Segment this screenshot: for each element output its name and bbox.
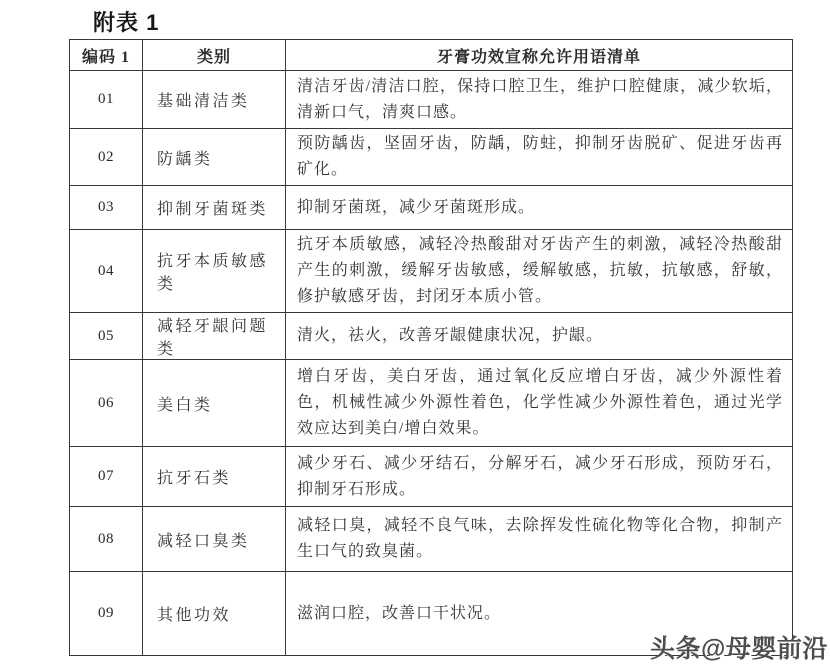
- table-row: [70, 186, 793, 230]
- row-code: 05: [70, 313, 143, 360]
- row-category: 抗牙石类: [143, 447, 286, 507]
- row-code: 07: [70, 447, 143, 507]
- table-row: [70, 71, 793, 129]
- table-header-row: [70, 40, 793, 71]
- row-code: 02: [70, 129, 143, 186]
- row-code: 01: [70, 71, 143, 129]
- row-claims: 增白牙齿，美白牙齿，通过氧化反应增白牙齿，减少外源性着色，机械性减少外源性着色，化学性减少外源性着色，通过光学效应达到美白/增白效果。: [286, 360, 793, 447]
- row-category: 减轻牙龈问题类: [143, 313, 286, 360]
- row-category: 抑制牙菌斑类: [143, 186, 286, 230]
- row-code: 03: [70, 186, 143, 230]
- row-category: 其他功效: [143, 572, 286, 656]
- row-category: 基础清洁类: [143, 71, 286, 129]
- row-claims: 减少牙石、减少牙结石，分解牙石，减少牙石形成，预防牙石，抑制牙石形成。: [286, 447, 793, 507]
- row-code: 08: [70, 507, 143, 572]
- row-code: 04: [70, 230, 143, 313]
- row-category: 抗牙本质敏感类: [143, 230, 286, 313]
- table-row: [70, 313, 793, 360]
- header-code: 编码 1: [70, 40, 143, 71]
- row-claims: 预防龋齿，坚固牙齿，防龋，防蛀，抑制牙齿脱矿、促进牙齿再矿化。: [286, 129, 793, 186]
- page-title: 附表 1: [93, 10, 160, 35]
- table-row: [70, 507, 793, 572]
- row-category: 美白类: [143, 360, 286, 447]
- table-row: [70, 447, 793, 507]
- header-category: 类别: [143, 40, 286, 71]
- row-category: 减轻口臭类: [143, 507, 286, 572]
- row-claims: 抑制牙菌斑，减少牙菌斑形成。: [286, 186, 793, 230]
- row-code: 09: [70, 572, 143, 656]
- row-code: 06: [70, 360, 143, 447]
- row-category: 防龋类: [143, 129, 286, 186]
- toothpaste-claims-table: [69, 39, 793, 656]
- watermark-toutiao: 头条@母婴前沿: [650, 635, 828, 663]
- row-claims: 清火，祛火，改善牙龈健康状况，护龈。: [286, 313, 793, 360]
- table-row: [70, 230, 793, 313]
- row-claims: 滋润口腔，改善口干状况。: [286, 572, 793, 656]
- header-claims: 牙膏功效宣称允许用语清单: [286, 40, 793, 71]
- row-claims: 清洁牙齿/清洁口腔，保持口腔卫生，维护口腔健康，减少软垢，清新口气，清爽口感。: [286, 71, 793, 129]
- table-row: [70, 129, 793, 186]
- row-claims: 减轻口臭，减轻不良气味，去除挥发性硫化物等化合物，抑制产生口气的致臭菌。: [286, 507, 793, 572]
- table-row: [70, 360, 793, 447]
- row-claims: 抗牙本质敏感，减轻冷热酸甜对牙齿产生的刺激，减轻冷热酸甜产生的刺激，缓解牙齿敏感，缓解敏感，抗敏，抗敏感，舒敏，修护敏感牙齿，封闭牙本质小管。: [286, 230, 793, 313]
